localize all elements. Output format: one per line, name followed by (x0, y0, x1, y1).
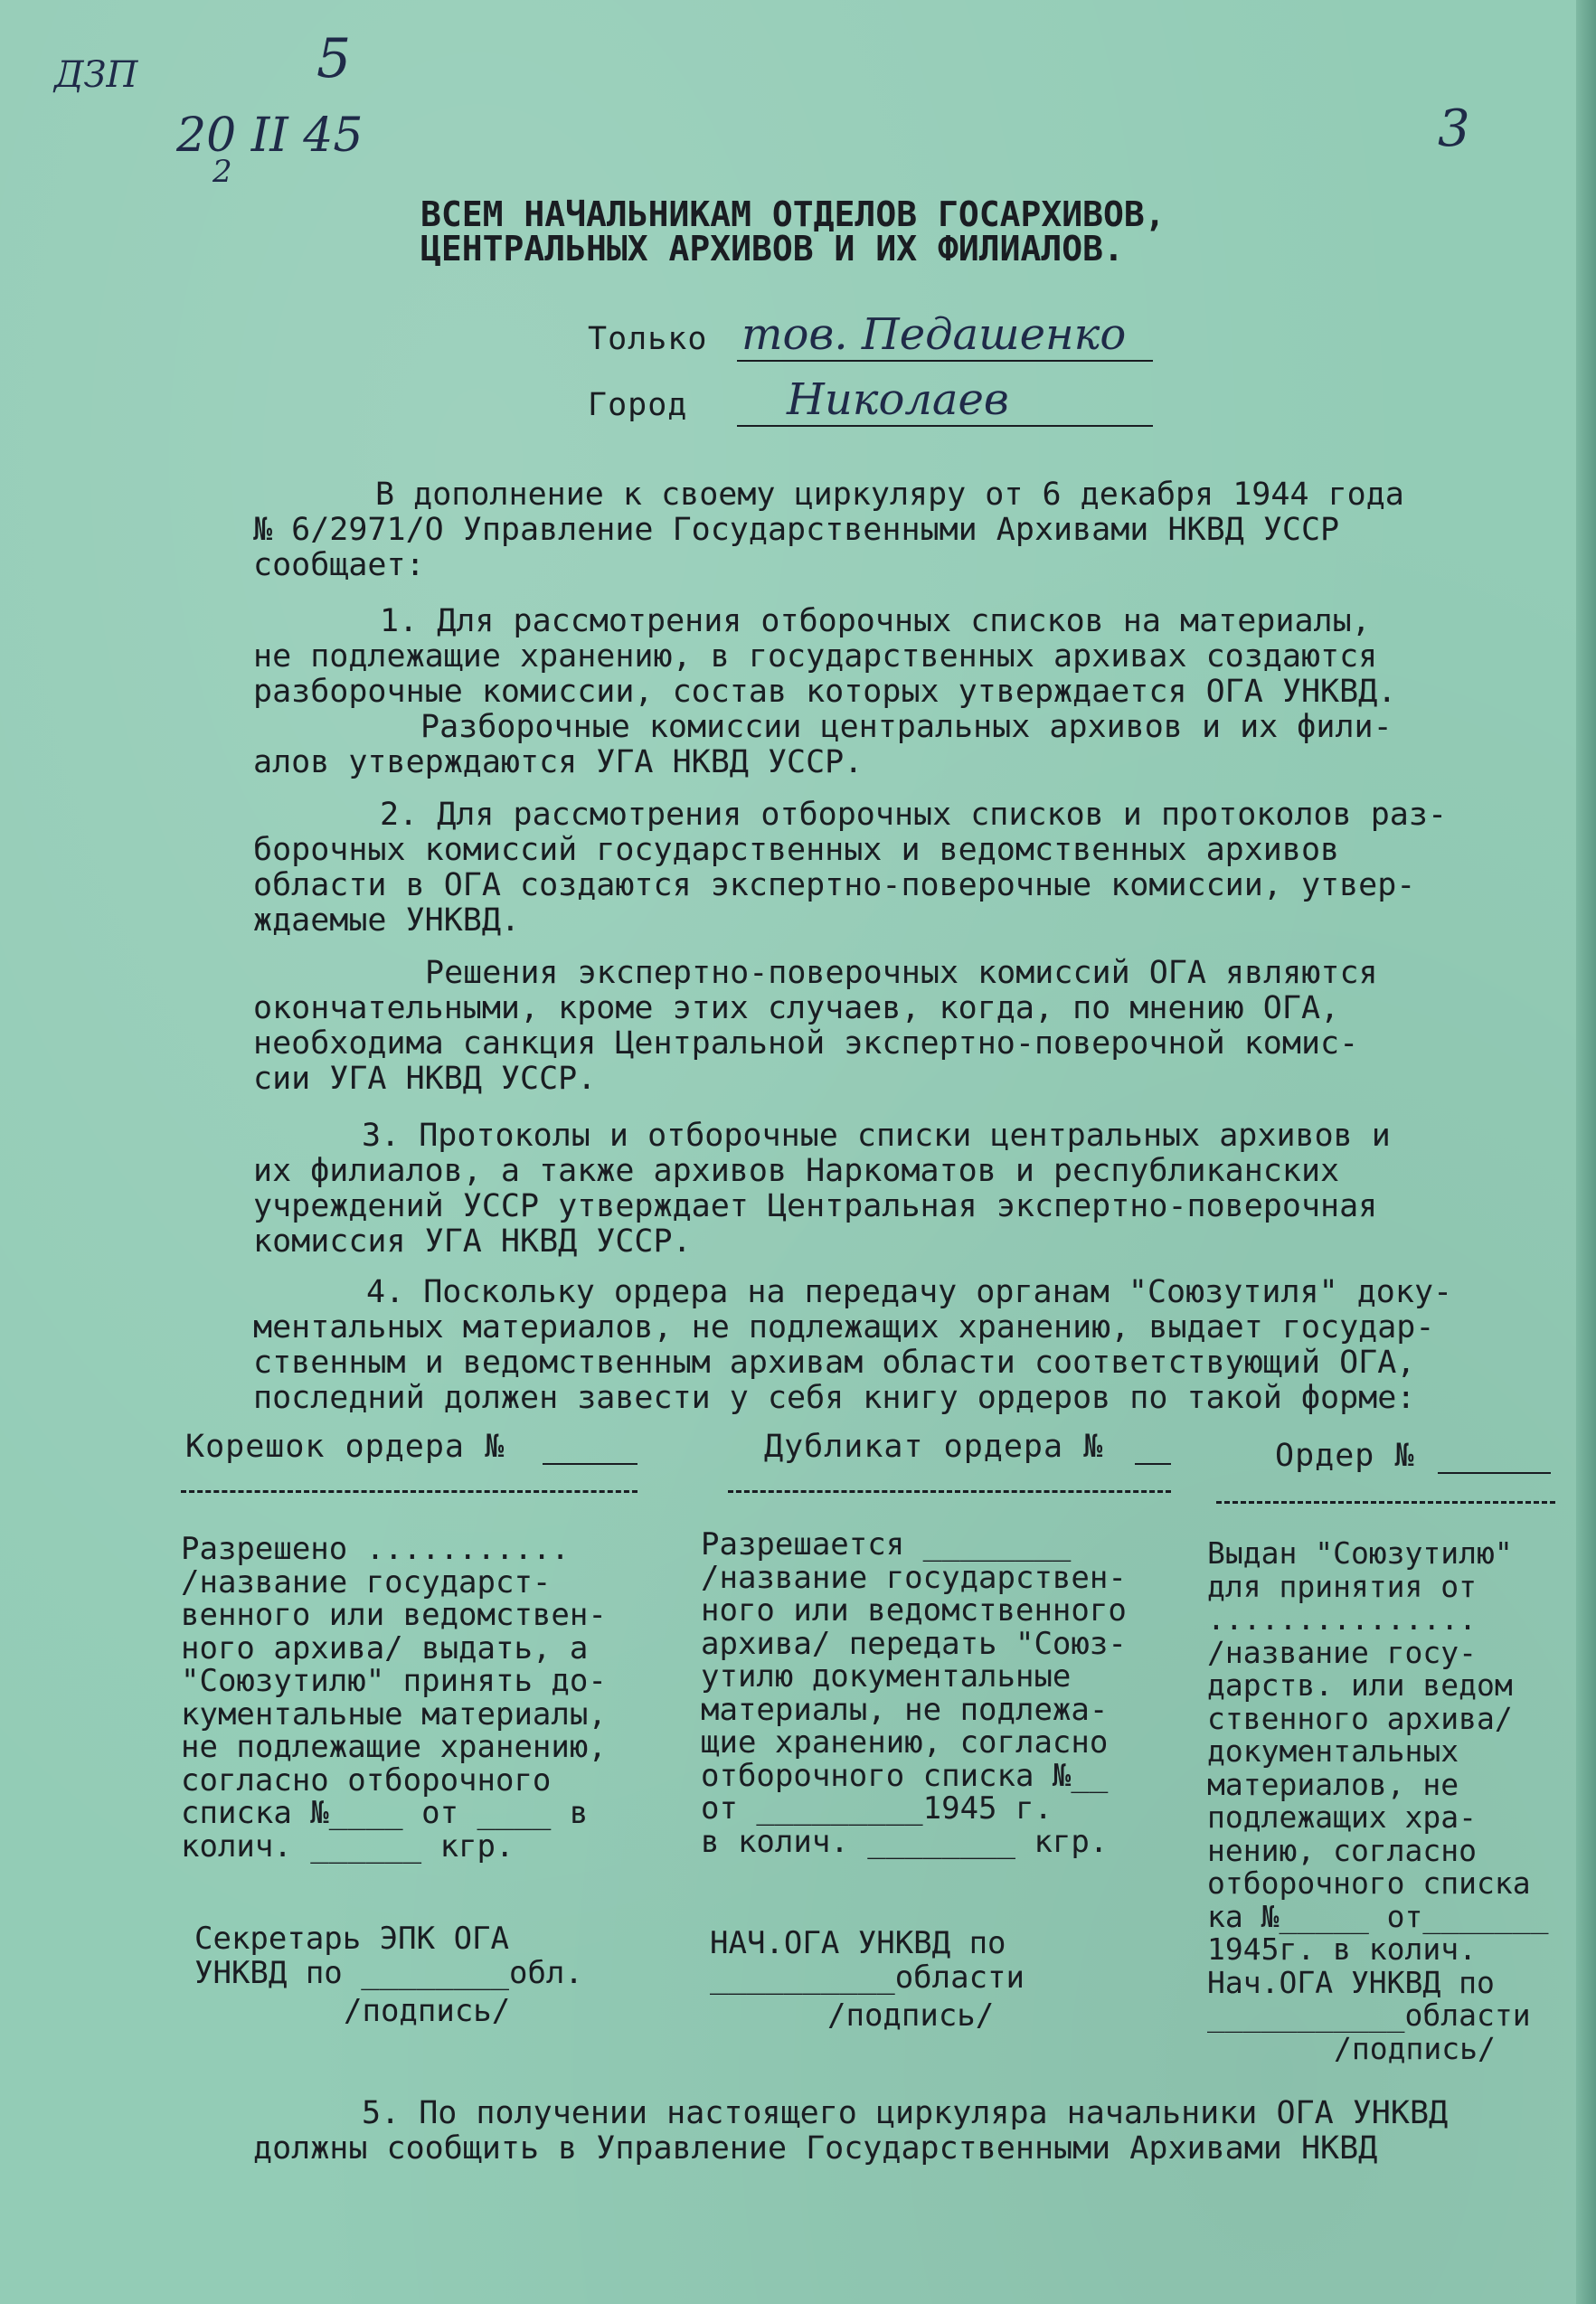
item-3-line: 3. Протоколы и отборочные списки центральных архивов и (362, 1118, 1391, 1154)
item-4 (253, 1275, 1555, 1416)
form-col3-body (1207, 1537, 1549, 2065)
form-col2-line: материалы, не подлежа- (701, 1691, 1109, 1728)
only-label: Только (588, 321, 708, 357)
form-col2-line: щие хранению, согласно (701, 1724, 1109, 1761)
form-col3-line: отборочного списка (1207, 1865, 1531, 1901)
only-value: тов. Педашенко (741, 309, 1127, 360)
city-label: Город (588, 387, 688, 423)
form-col3-line: Нач.ОГА УНКВД по (1207, 1964, 1495, 2000)
form-col2-divider (728, 1490, 1171, 1493)
heading-line-1: ВСЕМ НАЧАЛЬНИКАМ ОТДЕЛОВ ГОСАРХИВОВ, (420, 194, 1166, 234)
form-col1-line: согласно отборочного (181, 1761, 552, 1799)
item-3 (253, 1119, 1555, 1260)
form-col1-divider (181, 1490, 637, 1493)
form-col3-divider (1216, 1501, 1555, 1504)
form-col2-signature (710, 1926, 1025, 2033)
form-col2-line: в колич. ________ кгр. (701, 1823, 1109, 1860)
item-3-line: учреждений УССР утверждает Центральная экспертно-поверочная (253, 1188, 1378, 1224)
form-col3-line: для принятия от (1207, 1568, 1478, 1604)
form-col1-header: Корешок ордера № (185, 1429, 505, 1465)
page-edge-shadow (1576, 0, 1596, 2304)
item-1 (253, 604, 1555, 780)
item-2-decisions-line: сии УГА НКВД УССР. (253, 1061, 597, 1097)
form-col3-line: /подпись/ (1334, 2030, 1496, 2066)
form-col2-header: Дубликат ордера № (764, 1429, 1104, 1465)
form-col3-line: нению, согласно (1207, 1832, 1478, 1868)
item-1-line: Разборочные комиссии центральных архивов и их фили- (420, 709, 1393, 745)
item-2-line: борочных комиссий государственных и ведомственных архивов (253, 832, 1340, 868)
form-col2-sign-line: __________области (710, 1959, 1025, 1996)
form-col3-line: материалов, не (1207, 1766, 1459, 1802)
form-col3-line: ___________области (1207, 1997, 1531, 2033)
form-col2-line: архива/ передать "Союз- (701, 1625, 1127, 1662)
form-col2-sign-line: /подпись/ (827, 1997, 995, 2034)
handwritten-index-number: 5 (316, 27, 352, 90)
item-1-line: не подлежащие хранению, в государственных архивах создаются (253, 638, 1378, 675)
item-4-line: ственным и ведомственным архивам области соответствующий ОГА, (253, 1345, 1416, 1381)
intro-paragraph (253, 477, 1555, 583)
city-value: Николаев (787, 374, 1009, 425)
page-number: 3 (1438, 99, 1470, 158)
form-col1-line: ного архива/ выдать, а (181, 1629, 589, 1667)
form-col2-line: отборочного списка №__ (701, 1757, 1109, 1794)
handwritten-index: ДЗП (54, 54, 138, 96)
item-4-line: 4. Поскольку ордера на передачу органам "Союзутиля" доку- (366, 1274, 1453, 1310)
form-col1-signature (194, 1922, 583, 2028)
form-col3-line: подлежащих хра- (1207, 1799, 1478, 1835)
item-2-decisions-line: окончательными, кроме этих случаев, когда, по мнению ОГА, (253, 990, 1340, 1026)
item-4-line: последний должен завести у себя книгу ордеров по такой форме: (253, 1380, 1416, 1416)
item-1-line: алов утверждаются УГА НКВД УССР. (253, 744, 864, 780)
form-col3-line: Выдан "Союзутилю" (1207, 1535, 1513, 1571)
form-col2-number-line (1135, 1463, 1171, 1465)
form-col1-line: "Союзутилю" принять до- (181, 1663, 607, 1699)
form-col1-number-line (543, 1463, 637, 1465)
city-underline (737, 425, 1153, 427)
handwritten-date: 20 II 45 (176, 109, 364, 163)
form-col2-line: от _________1945 г. (701, 1790, 1053, 1827)
form-col1-line: не подлежащие хранению, (181, 1729, 607, 1765)
form-col3-line: ............... (1207, 1601, 1478, 1637)
form-col1-line: колич. ______ кгр. (181, 1827, 515, 1865)
form-col3-line: 1945г. в колич. (1207, 1931, 1478, 1967)
form-col1-body (181, 1533, 607, 1863)
form-col3-line: ственного архива/ (1207, 1700, 1513, 1736)
item-2-line: области в ОГА создаются экспертно-поверочные комиссии, утвер- (253, 867, 1416, 903)
only-underline (737, 360, 1153, 362)
item-5-line: 5. По получении настоящего циркуляра начальники ОГА УНКВД (362, 2095, 1449, 2131)
form-col2-line: Разрешается ________ (701, 1526, 1072, 1563)
item-1-line: 1. Для рассмотрения отборочных списков на материалы, (380, 603, 1371, 639)
form-col2-body (701, 1528, 1127, 1858)
form-col2-line: ного или ведомственного (701, 1592, 1127, 1629)
intro-line: № 6/2971/О Управление Государственными Архивами НКВД УССР (253, 512, 1340, 548)
form-col3-header: Ордер № (1275, 1438, 1415, 1474)
handwritten-date-sub: 2 (212, 154, 232, 190)
intro-line: В дополнение к своему циркуляру от 6 декабря 1944 года (375, 477, 1404, 513)
item-3-line: их филиалов, а также архивов Наркоматов и республиканских (253, 1153, 1340, 1189)
form-col1-line: списка №____ от ____ в (181, 1795, 589, 1831)
item-2-decisions-line: необходима санкция Центральной экспертно-поверочной комис- (253, 1025, 1359, 1062)
form-col2-line: /название государствен- (701, 1559, 1127, 1596)
form-col1-line: /название государст- (181, 1563, 552, 1601)
form-col1-line: Разрешено ........... (181, 1531, 570, 1567)
item-2 (253, 798, 1555, 939)
form-col2-sign-line: НАЧ.ОГА УНКВД по (710, 1925, 1006, 1961)
form-col2-line: утилю документальные (701, 1658, 1072, 1695)
form-col3-line: документальных (1207, 1733, 1459, 1769)
form-col1-sign-line: /подпись/ (344, 1993, 511, 2029)
intro-line: сообщает: (253, 547, 425, 583)
form-col1-line: кументальные материалы, (181, 1695, 607, 1733)
item-2-line: 2. Для рассмотрения отборочных списков и протоколов раз- (380, 797, 1448, 833)
item-3-line: комиссия УГА НКВД УССР. (253, 1223, 692, 1260)
item-1-line: разборочные комиссии, состав которых утверждается ОГА УНКВД. (253, 674, 1397, 710)
form-col3-line: дарств. или ведом (1207, 1667, 1513, 1703)
form-col3-line: /название госу- (1207, 1634, 1478, 1670)
heading-line-2: ЦЕНТРАЛЬНЫХ АРХИВОВ И ИХ ФИЛИАЛОВ. (420, 229, 1124, 269)
form-col3-line: ка №_____ от_______ (1207, 1898, 1549, 1934)
item-2-decisions (253, 956, 1555, 1097)
form-col1-sign-line: УНКВД по ________обл. (194, 1955, 583, 1991)
item-2-line: ждаемые УНКВД. (253, 902, 521, 939)
item-2-decisions-line: Решения экспертно-поверочных комиссий ОГА являются (425, 955, 1378, 991)
item-4-line: ментальных материалов, не подлежащих хранению, выдает государ- (253, 1309, 1435, 1346)
item-5 (253, 2096, 1555, 2167)
form-col1-sign-line: Секретарь ЭПК ОГА (194, 1921, 509, 1957)
form-col1-line: венного или ведомствен- (181, 1597, 607, 1633)
form-col3-number-line (1438, 1472, 1551, 1474)
item-5-line: должны сообщить в Управление Государственными Архивами НКВД (253, 2130, 1378, 2167)
